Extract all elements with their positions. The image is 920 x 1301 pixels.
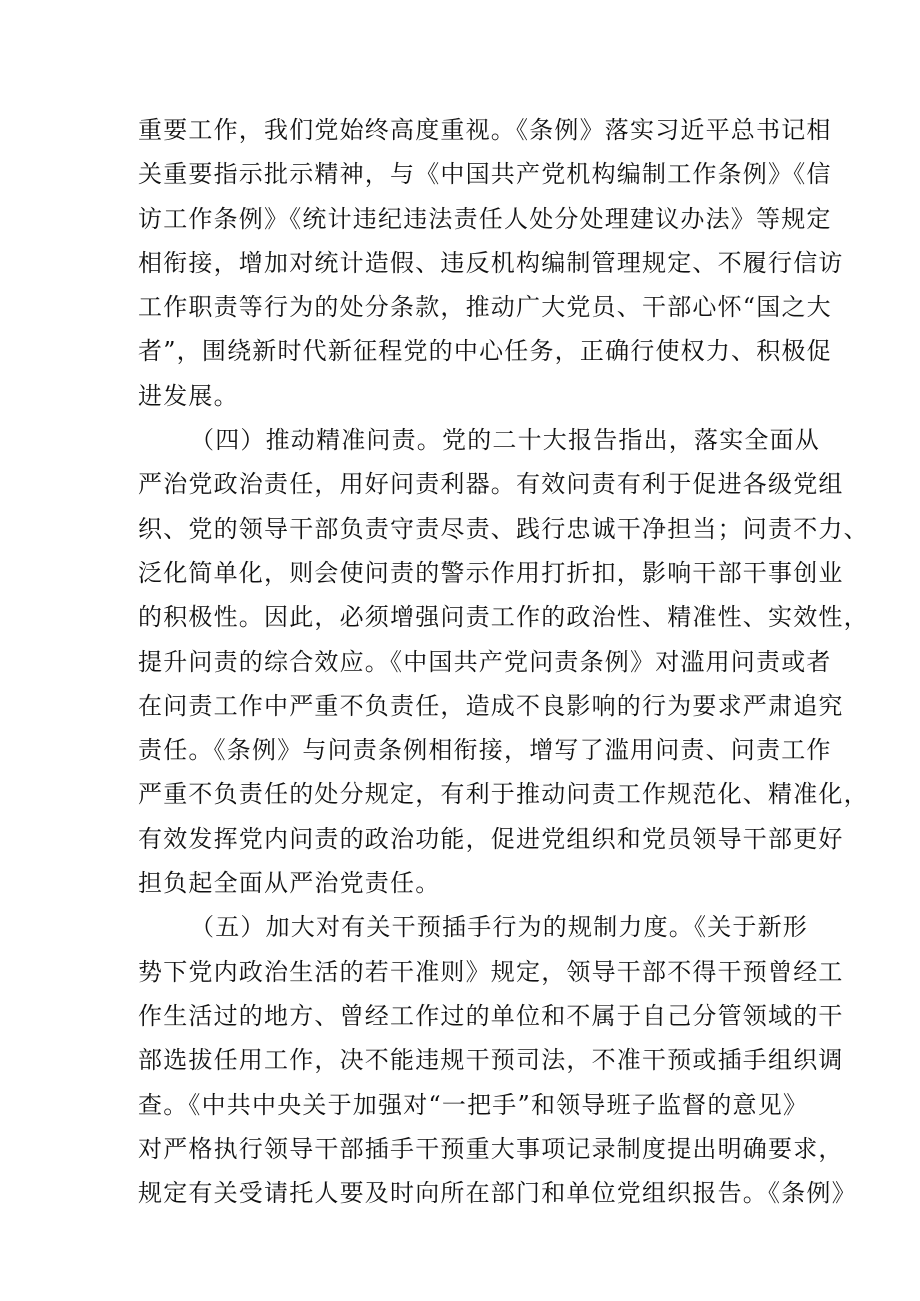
text-line: 织、党的领导干部负责守责尽责、践行忠诚干净担当；问责不力、 [138, 514, 869, 543]
text-line: 重要工作，我们党始终高度重视。《条例》落实习近平总书记相 [138, 116, 832, 144]
text-line: 提升问责的综合效应。《中国共产党问责条例》对滥用问责或者 [138, 647, 832, 676]
text-line: 部选拔任用工作，决不能违规干预司法，不准干预或插手组织调 [138, 1046, 844, 1075]
text-line: 查。《中共中央关于加强对“一把手”和领导班子监督的意见》 [138, 1090, 809, 1119]
text-line: 进发展。 [138, 381, 239, 410]
text-line: 相衔接，增加对统计造假、违反机构编制管理规定、不履行信访 [138, 248, 844, 277]
text-line: 有效发挥党内问责的政治功能，促进党组织和党员领导干部更好 [138, 824, 844, 853]
document-body [138, 108, 869, 1215]
text-line: 规定有关受请托人要及时向所在部门和单位党组织报告。《条例》 [138, 1179, 857, 1208]
section-heading-line: （五）加大对有关干预插手行为的规制力度。《关于新形 [190, 913, 808, 942]
text-line: 访工作条例》《统计违纪违法责任人处分处理建议办法》等规定 [138, 204, 832, 233]
text-line: 对严格执行领导干部插手干预重大事项记录制度提出明确要求， [138, 1134, 844, 1163]
text-line: 工作职责等行为的处分条款，推动广大党员、干部心怀“国之大 [138, 293, 832, 322]
text-line: 严重不负责任的处分规定，有利于推动问责工作规范化、精准化， [138, 780, 869, 809]
text-line: 泛化简单化，则会使问责的警示作用打折扣，影响干部干事创业 [138, 558, 844, 587]
text-line: 的积极性。因此，必须增强问责工作的政治性、精准性、实效性， [138, 603, 869, 632]
text-line: 作生活过的地方、曾经工作过的单位和不属于自己分管领域的干 [138, 1001, 844, 1030]
section-heading-line: （四）推动精准问责。党的二十大报告指出，落实全面从 [190, 426, 820, 455]
text-line: 在问责工作中严重不负责任，造成不良影响的行为要求严肃追究 [138, 691, 844, 720]
text-line: 严治党政治责任，用好问责利器。有效问责有利于促进各级党组 [138, 470, 844, 499]
text-line: 势下党内政治生活的若干准则》规定，领导干部不得干预曾经工 [138, 957, 844, 986]
text-line: 关重要指示批示精神，与《中国共产党机构编制工作条例》《信 [138, 160, 832, 189]
text-line: 者”，围绕新时代新征程党的中心任务，正确行使权力、积极促 [138, 337, 832, 366]
text-line: 担负起全面从严治党责任。 [138, 869, 441, 898]
text-line: 责任。《条例》与问责条例相衔接，增写了滥用问责、问责工作 [138, 736, 832, 765]
